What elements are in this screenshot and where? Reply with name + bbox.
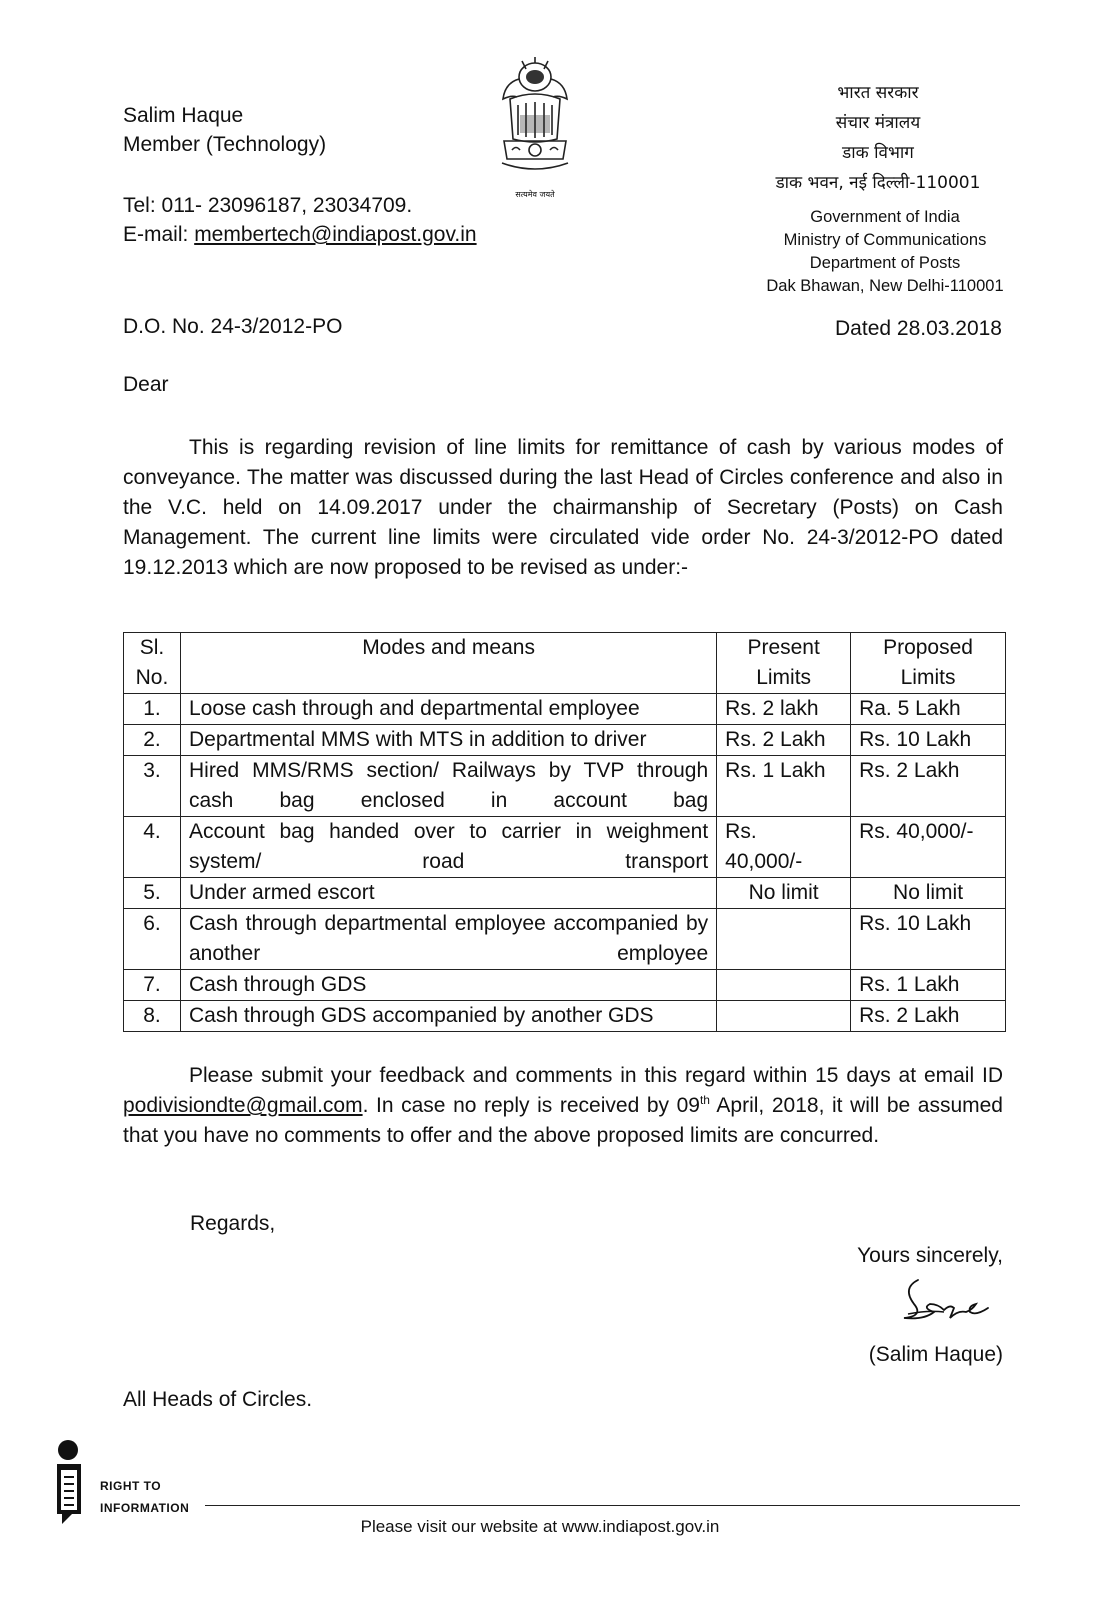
signatory-name: (Salim Haque) xyxy=(868,1343,1003,1366)
rti-logo xyxy=(55,1438,95,1528)
cell-proposed: No limit xyxy=(851,878,1006,909)
sender-name: Salim Haque xyxy=(123,104,244,127)
cell-proposed: Rs. 1 Lakh xyxy=(851,970,1006,1001)
cell-mode: Cash through departmental employee accompanied by another employee xyxy=(180,909,716,970)
recipient: All Heads of Circles. xyxy=(123,1388,313,1411)
office-hindi-line: डाक विभाग xyxy=(842,143,914,163)
table-row xyxy=(124,756,1006,817)
cell-mode: Account bag handed over to carrier in weighment system/ road transport xyxy=(180,817,716,878)
rti-line2: INFORMATION xyxy=(100,1501,190,1515)
cell-sl: 5. xyxy=(124,878,181,909)
office-english-line: Ministry of Communications xyxy=(783,231,987,249)
office-english-line: Department of Posts xyxy=(809,254,961,272)
salutation: Dear xyxy=(123,373,169,396)
intro-paragraph: This is regarding revision of line limits for remittance of cash by various modes of conveyance. The matter was discussed during the last Head of Circles conference and also in the V.C. held on 14.09.2017 under the chairmanship of Secretary (Posts) on Cash Management. The current line limits were circulated vide order No. 24-3/2012-PO dated 19.12.2013 which are now proposed to be revised as under:- xyxy=(123,436,1003,579)
table-row xyxy=(124,878,1006,909)
office-english xyxy=(735,206,1035,298)
cell-proposed: Rs. 2 Lakh xyxy=(851,756,1006,817)
cell-mode: Hired MMS/RMS section/ Railways by TVP through cash bag enclosed in account bag xyxy=(180,756,716,817)
letter-date: Dated 28.03.2018 xyxy=(835,317,1002,340)
rti-logo-icon xyxy=(55,1438,95,1528)
sender-designation: Member (Technology) xyxy=(123,133,327,156)
table-row xyxy=(124,725,1006,756)
footer-website: Please visit our website at www.indiapost.gov.in xyxy=(360,1517,720,1536)
cell-sl: 1. xyxy=(124,694,181,725)
cell-sl: 3. xyxy=(124,756,181,817)
header-sl: Sl. No. xyxy=(124,633,181,694)
signature xyxy=(890,1274,1010,1334)
cell-sl: 4. xyxy=(124,817,181,878)
sender-block xyxy=(123,101,326,159)
table-row xyxy=(124,817,1006,878)
cell-present: Rs. 1 Lakh xyxy=(717,756,851,817)
cell-present: No limit xyxy=(717,878,851,909)
rti-text xyxy=(100,1475,189,1519)
cell-mode: Departmental MMS with MTS in addition to driver xyxy=(180,725,716,756)
office-hindi-line: भारत सरकार xyxy=(837,83,919,103)
table-row xyxy=(124,694,1006,725)
cell-mode: Loose cash through and departmental employee xyxy=(180,694,716,725)
cell-present: Rs. 40,000/- xyxy=(717,817,851,878)
limits-table xyxy=(123,632,1006,1032)
office-english-line: Government of India xyxy=(810,208,960,226)
header-present: Present Limits xyxy=(717,633,851,694)
sender-email-link[interactable]: membertech@indiapost.gov.in xyxy=(194,223,477,246)
header-proposed: Proposed Limits xyxy=(851,633,1006,694)
sender-tel: Tel: 011- 23096187, 23034709. xyxy=(123,194,413,217)
office-hindi xyxy=(748,78,1008,198)
sender-email-line: E-mail: membertech@indiapost.gov.in xyxy=(123,223,477,246)
cell-sl: 7. xyxy=(124,970,181,1001)
cell-present xyxy=(717,909,851,970)
table-row xyxy=(124,1001,1006,1032)
table-row xyxy=(124,970,1006,1001)
closing: Yours sincerely, xyxy=(857,1244,1003,1267)
cell-proposed: Rs. 2 Lakh xyxy=(851,1001,1006,1032)
handwritten-signature-icon xyxy=(890,1274,1010,1334)
cell-sl: 6. xyxy=(124,909,181,970)
table-header-row xyxy=(124,633,1006,694)
header-mode: Modes and means xyxy=(180,633,716,694)
rti-line1: RIGHT TO xyxy=(100,1479,162,1493)
cell-mode: Cash through GDS xyxy=(180,970,716,1001)
cell-proposed: Rs. 40,000/- xyxy=(851,817,1006,878)
cell-mode: Under armed escort xyxy=(180,878,716,909)
feedback-email-link[interactable]: podivisiondte@gmail.com xyxy=(123,1094,363,1117)
do-number: D.O. No. 24-3/2012-PO xyxy=(123,315,343,338)
office-hindi-line: डाक भवन, नई दिल्ली-110001 xyxy=(775,173,981,193)
cell-present xyxy=(717,970,851,1001)
cell-sl: 2. xyxy=(124,725,181,756)
cell-proposed: Ra. 5 Lakh xyxy=(851,694,1006,725)
table-row xyxy=(124,909,1006,970)
sender-contact xyxy=(123,191,477,249)
ashoka-emblem-icon xyxy=(490,55,580,205)
emblem-motto: सत्यमेव जयते xyxy=(515,190,555,199)
footer-rule xyxy=(205,1505,1020,1506)
feedback-paragraph: Please submit your feedback and comments in this regard within 15 days at email ID podivisiondte@gmail.com. In case no reply is received by 09th April, 2018, it will be assumed that you have no comments to offer and the above proposed limits are concurred. xyxy=(123,1064,1003,1147)
cell-present: Rs. 2 Lakh xyxy=(717,725,851,756)
office-hindi-line: संचार मंत्रालय xyxy=(835,113,921,133)
national-emblem xyxy=(490,55,580,205)
regards: Regards, xyxy=(190,1212,276,1235)
cell-sl: 8. xyxy=(124,1001,181,1032)
cell-present xyxy=(717,1001,851,1032)
cell-mode: Cash through GDS accompanied by another GDS xyxy=(180,1001,716,1032)
cell-present: Rs. 2 lakh xyxy=(717,694,851,725)
office-english-line: Dak Bhawan, New Delhi-110001 xyxy=(766,277,1004,295)
cell-proposed: Rs. 10 Lakh xyxy=(851,725,1006,756)
cell-proposed: Rs. 10 Lakh xyxy=(851,909,1006,970)
